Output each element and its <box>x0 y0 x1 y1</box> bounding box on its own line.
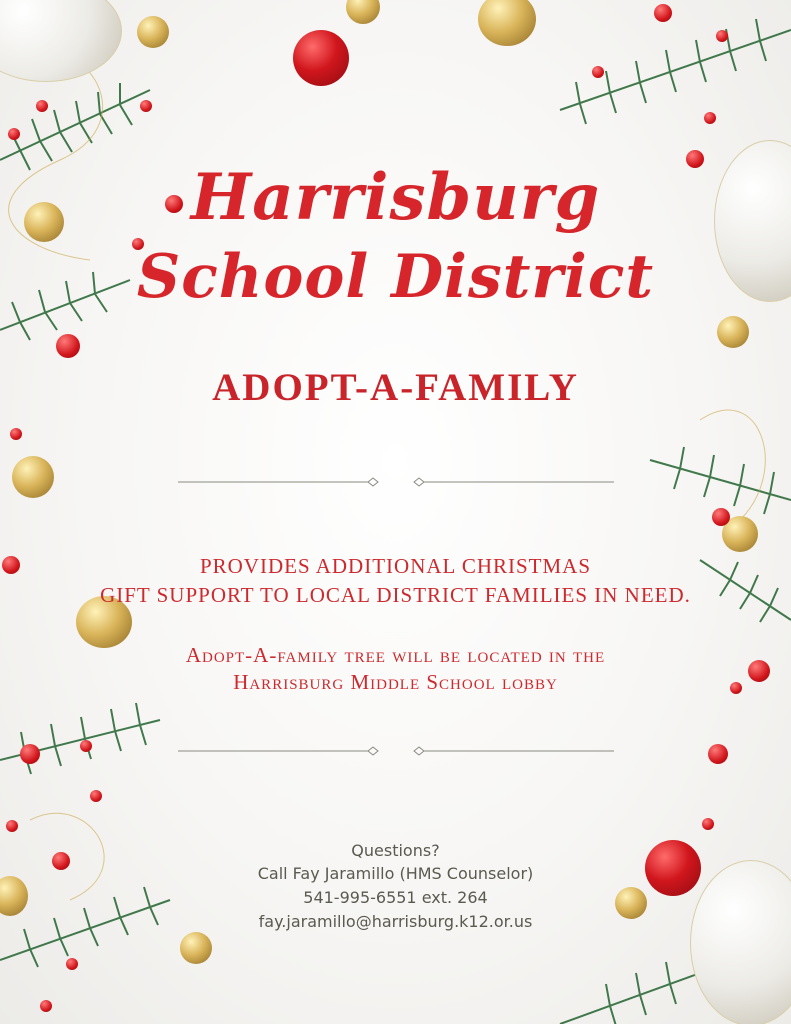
district-title-line1: Harrisburg <box>190 160 601 235</box>
program-subtitle: ADOPT-A-FAMILY <box>212 366 579 409</box>
description-line-1: PROVIDES ADDITIONAL CHRISTMAS <box>199 554 592 578</box>
holly-berry-icon <box>592 66 604 78</box>
location-line-1: Adopt-A-family tree will be located in the <box>185 643 606 667</box>
contact-phone: 541-995-6551 ext. 264 <box>303 888 488 907</box>
holly-berry-icon <box>66 958 78 970</box>
holly-berry-icon <box>40 1000 52 1012</box>
holly-berry-icon <box>36 100 48 112</box>
holly-berry-icon <box>10 428 22 440</box>
holly-berry-icon <box>90 790 102 802</box>
christmas-ornament-icon <box>12 456 54 498</box>
christmas-ornament-icon <box>137 16 169 48</box>
holly-berry-icon <box>654 4 672 22</box>
contact-email: fay.jaramillo@harrisburg.k12.or.us <box>258 912 533 931</box>
contact-question: Questions? <box>351 841 440 860</box>
holly-berry-icon <box>6 820 18 832</box>
holly-berry-icon <box>80 740 92 752</box>
contact-call: Call Fay Jaramillo (HMS Counselor) <box>257 864 534 883</box>
holly-berry-icon <box>20 744 40 764</box>
christmas-ornament-icon <box>293 30 349 86</box>
ornamental-divider <box>178 475 614 489</box>
christmas-ornament-icon <box>717 316 749 348</box>
holly-berry-icon <box>712 508 730 526</box>
location-line-2: Harrisburg Middle School lobby <box>233 670 558 694</box>
holly-berry-icon <box>716 30 728 42</box>
ornamental-divider <box>178 744 614 758</box>
holly-berry-icon <box>702 818 714 830</box>
holly-berry-icon <box>56 334 80 358</box>
holly-berry-icon <box>708 744 728 764</box>
christmas-ornament-icon <box>180 932 212 964</box>
description-line-2: GIFT SUPPORT TO LOCAL DISTRICT FAMILIES IN NEED. <box>100 583 691 607</box>
holly-berry-icon <box>704 112 716 124</box>
holly-berry-icon <box>8 128 20 140</box>
holly-berry-icon <box>140 100 152 112</box>
district-title-line2: School District <box>136 242 655 312</box>
